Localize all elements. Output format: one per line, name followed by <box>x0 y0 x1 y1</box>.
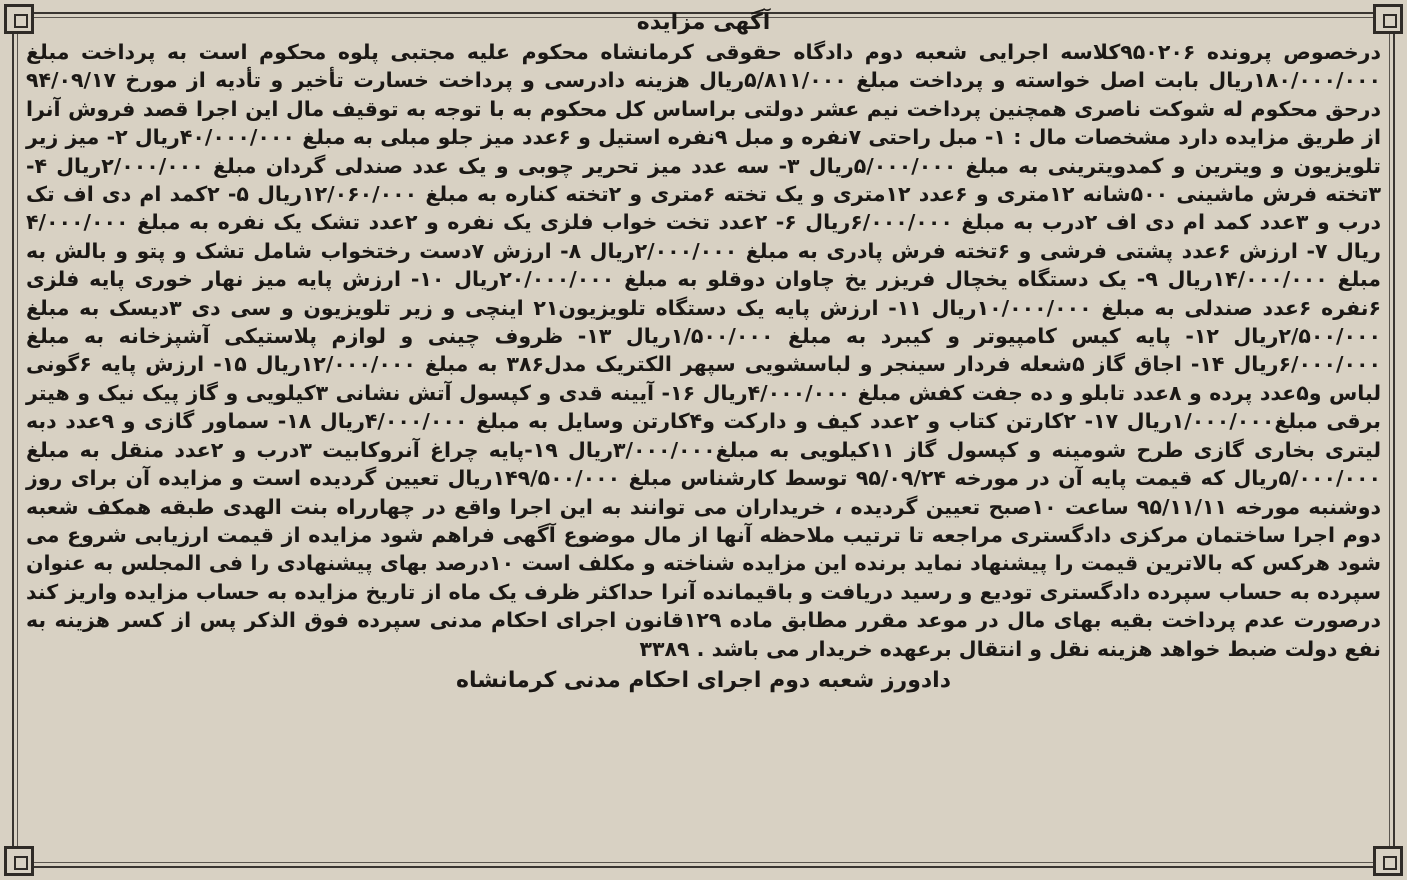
notice-body: درخصوص پرونده ۹۵۰۲۰۶کلاسه اجرایی شعبه دوم دادگاه حقوقی کرمانشاه محکوم علیه مجتبی پلوه محکوم است به پرداخت مبلغ ۱۸۰/۰۰۰/۰۰۰ریال بابت اصل خواسته و پرداخت مبلغ ۵/۸۱۱/۰۰۰ریال هزینه دادرسی و پرداخت خسارت تأخیر و تأدیه از مورخ ۹۴/۰۹/۱۷ درحق محکوم له شوکت ناصری همچنین پرداخت نیم عشر دولتی براساس کل محکوم به با توجه به توقیف مال این اجرا قصد فروش آنرا از طریق مزایده دارد مشخصات مال : ۱- مبل راحتی ۷نفره و مبل ۹نفره استیل و ۶عدد میز جلو مبلی به مبلغ ۴۰/۰۰۰/۰۰۰ریال ۲- میز زیر تلویزیون و ویترین و کمدویترینی به مبلغ ۵/۰۰۰/۰۰۰ریال ۳- سه عدد میز تحریر چوبی و یک عدد صندلی گردان مبلغ ۲/۰۰۰/۰۰۰ریال ۴- ۳تخته فرش ماشینی ۵۰۰شانه ۱۲متری و ۶عدد ۱۲متری و یک تخته ۶متری و ۲تخته کناره به مبلغ ۱۲/۰۶۰/۰۰۰ریال ۵- ۲کمد ام دی اف تک درب و ۳عدد کمد ام دی اف ۲درب به مبلغ ۶/۰۰۰/۰۰۰ریال ۶- ۲عدد تخت خواب فلزی یک نفره و ۲عدد تشک یک نفره به مبلغ ۴/۰۰۰/۰۰۰ ریال ۷- ارزش ۶عدد پشتی فرشی و ۶تخته فرش پادری به مبلغ ۲/۰۰۰/۰۰۰ریال ۸- ارزش ۷دست رختخواب شامل تشک و پتو و بالش به مبلغ ۱۴/۰۰۰/۰۰۰ریال ۹- یک دستگاه یخچال فریزر یخ چاوان دوقلو به مبلغ ۲۰/۰۰۰/۰۰۰ریال ۱۰- ارزش پایه میز نهار خوری پایه فلزی ۶نفره ۶عدد صندلی به مبلغ ۱۰/۰۰۰/۰۰۰ریال ۱۱- ارزش پایه یک دستگاه تلویزیون۲۱ اینچی و زیر تلویزیون و سی دی ۳دیسک به مبلغ ۲/۵۰۰/۰۰۰ریال ۱۲- پایه کیس کامپیوتر و کیبرد به مبلغ ۱/۵۰۰/۰۰۰ریال ۱۳- ظروف چینی و لوازم پلاستیکی آشپزخانه به مبلغ ۶/۰۰۰/۰۰۰ریال ۱۴- اجاق گاز ۵شعله فردار سینجر و لباسشویی سپهر الکتریک مدل۳۸۶ به مبلغ ۱۲/۰۰۰/۰۰۰ریال ۱۵- ارزش پایه ۶گونی لباس و۵عدد پرده و ۸عدد تابلو و ده جفت کفش مبلغ ۴/۰۰۰/۰۰۰ریال ۱۶- آیینه قدی و کپسول آتش نشانی ۳کیلویی و گاز پیک نیک و هیتر برقی مبلغ۱/۰۰۰/۰۰۰ریال ۱۷- ۲کارتن کتاب و ۲عدد کیف و دارکت و۴کارتن وسایل به مبلغ ۴/۰۰۰/۰۰۰ریال ۱۸- سماور گازی و ۹عدد دبه لیتری بخاری گازی طرح شومینه و کپسول گاز ۱۱کیلویی به مبلغ۳/۰۰۰/۰۰۰ریال ۱۹-پایه چراغ آنروکابیت ۳درب و ۲عدد منقل به مبلغ ۵/۰۰۰/۰۰۰ریال که قیمت پایه آن در مورخه ۹۵/۰۹/۲۴ توسط کارشناس مبلغ ۱۴۹/۵۰۰/۰۰۰ریال تعیین گردیده است و مزایده آن برای روز دوشنبه مورخه ۹۵/۱۱/۱۱ ساعت ۱۰صبح تعیین گردیده ، خریداران می توانند به این اجرا واقع در چهارراه بنت الهدی طبقه همکف شعبه دوم اجرا ساختمان مرکزی دادگستری مراجعه تا ترتیب ملاحظه آنها از مال موضوع آگهی فراهم شود مزایده از قیمت ارزیابی شروع می شود هرکس که بالاترین قیمت را پیشنهاد نماید برنده این مزایده شناخته و مکلف است ۱۰درصد بهای پیشنهادی را فی المجلس به عنوان سپرده به حساب سپرده دادگستری تودیع و رسید دریافت و باقیمانده آنرا حداکثر ظرف یک ماه از تاریخ مزایده به حساب مزایده واریز کند درصورت عدم پرداخت بقیه بهای مال در موعد مقرر مطابق ماده ۱۲۹قانون اجرای احکام مدنی سپرده فوق الذکر پس از کسر هزینه به نفع دولت ضبط خواهد هزینه نقل و انتقال برعهده خریدار می باشد . ۳۳۸۹ <box>26 40 1382 661</box>
notice-signature: دادورز شعبه دوم اجرای احکام مدنی کرمانشاه <box>455 667 951 693</box>
notice-content <box>26 8 1381 872</box>
notice-title: آگهی مزایده <box>636 10 771 35</box>
